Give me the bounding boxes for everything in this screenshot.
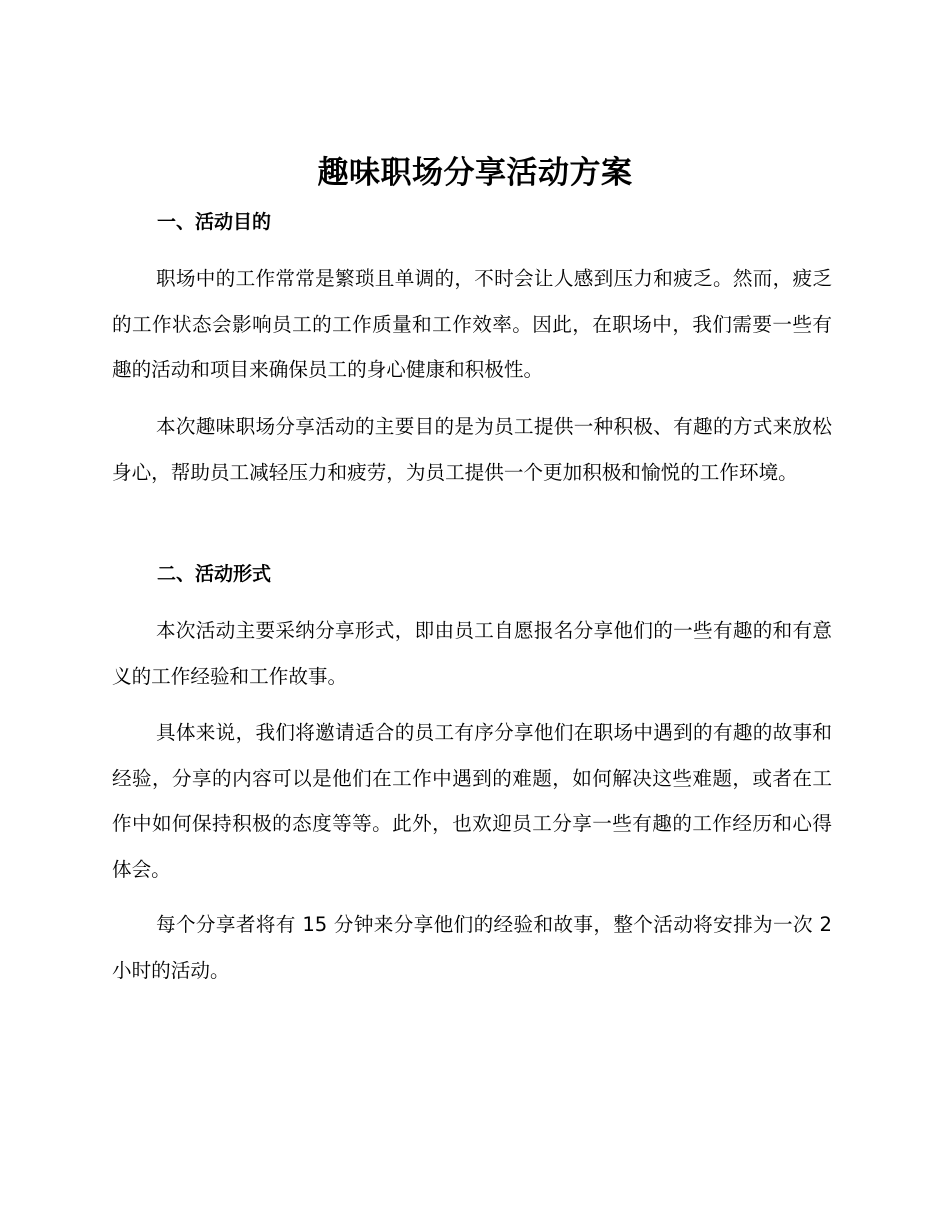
paragraph-format-1: 本次活动主要采纳分享形式，即由员工自愿报名分享他们的一些有趣的和有意义的工作经验和工作故事。 bbox=[112, 619, 832, 688]
paragraph-purpose-1: 职场中的工作常常是繁琐且单调的，不时会让人感到压力和疲乏。然而，疲乏的工作状态会影响员工的工作质量和工作效率。因此，在职场中，我们需要一些有趣的活动和项目来确保员工的身心健康和积极性。 bbox=[112, 267, 832, 381]
paragraph-format-3: 每个分享者将有 15 分钟来分享他们的经验和故事，整个活动将安排为一次 2 小时的活动。 bbox=[112, 913, 832, 982]
paragraph-format-2: 具体来说，我们将邀请适合的员工有序分享他们在职场中遇到的有趣的故事和经验，分享的内容可以是他们在工作中遇到的难题，如何解决这些难题，或者在工作中如何保持积极的态度等等。此外，也欢迎员工分享一些有趣的工作经历和心得体会。 bbox=[112, 721, 832, 881]
document-title: 趣味职场分享活动方案 bbox=[317, 155, 633, 191]
section-heading-format: 二、活动形式 bbox=[157, 563, 272, 585]
paragraph-purpose-2: 本次趣味职场分享活动的主要目的是为员工提供一种积极、有趣的方式来放松身心，帮助员工减轻压力和疲劳，为员工提供一个更加积极和愉悦的工作环境。 bbox=[112, 415, 832, 484]
section-heading-purpose: 一、活动目的 bbox=[157, 211, 272, 233]
